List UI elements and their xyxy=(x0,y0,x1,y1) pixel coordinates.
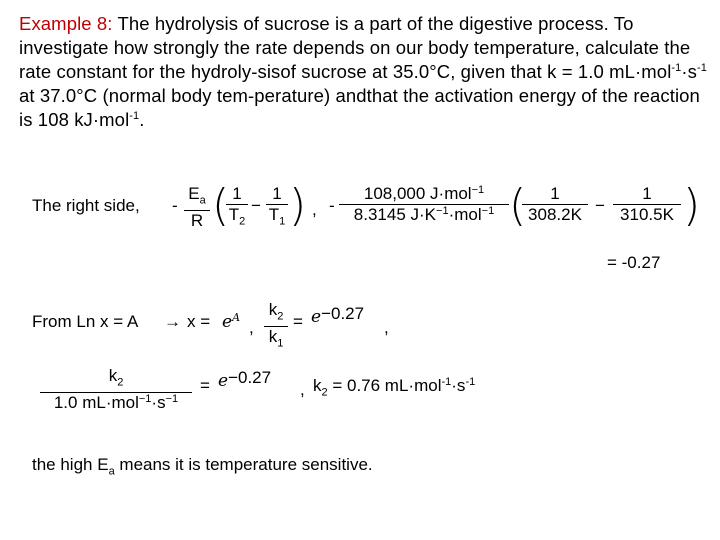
problem-text: The hydrolysis of sucrose is a part of the digestive process. To investigate how strongly the rate depends on our body temperature, calculate the rate constant for the hydroly-sisof sucrose at 35.0°C, given that k = 1.0 mL·mol xyxy=(19,13,691,82)
step1-result: = -0.27 xyxy=(607,253,661,272)
example-label: Example 8: xyxy=(19,13,113,34)
one-over-308-fraction: $\frac{1}{308.2K}$ xyxy=(522,184,588,225)
k2-over-k1-fraction: $\frac{k_2}{k_1}$ xyxy=(264,300,288,354)
one-over-t1-fraction: $\frac{1}{T_1}$ xyxy=(266,184,288,231)
one-over-t2-fraction: $\frac{1}{T_2}$ xyxy=(226,184,248,231)
ea-value-fraction: 108,000 J·mol$^{-1}$ 8.3145 $J\cdot K^{-1}\cdot mol^{-1}$ xyxy=(339,184,509,225)
k2-over-rate-fraction: $k_2$ 1.0 $mL\cdot mol^{-1}\cdot s^{-1}$ xyxy=(40,366,192,413)
step2-intro: From Ln x = A xyxy=(32,312,139,331)
step1-intro: The right side, xyxy=(32,196,140,215)
k2-result: $k_2 = 0.76$ $mL\cdot mol^{-1}\cdot s^{-1}$ xyxy=(313,376,476,399)
problem-statement: Example 8: The hydrolysis of sucrose is a part of the digestive process. To investigate how strongly the rate depends on our body temperature, calculate the rate constant for the hydroly-sisof sucrose at 35.0°C, given that k = 1.0 $mL\cdot mol^{-1}\cdot s^{-1}$ at 37.0°C (normal body tem-perature) andthat the activation energy of the reaction is 108 kJ·mol$^{-1}$. xyxy=(19,13,708,130)
conclusion: the high $E_a$ means it is temperature sensitive. xyxy=(32,455,373,478)
one-over-310-fraction: $\frac{1}{310.5K}$ xyxy=(613,184,681,225)
ea-over-r-fraction: $\frac{E_a}{R}$ xyxy=(184,184,210,231)
